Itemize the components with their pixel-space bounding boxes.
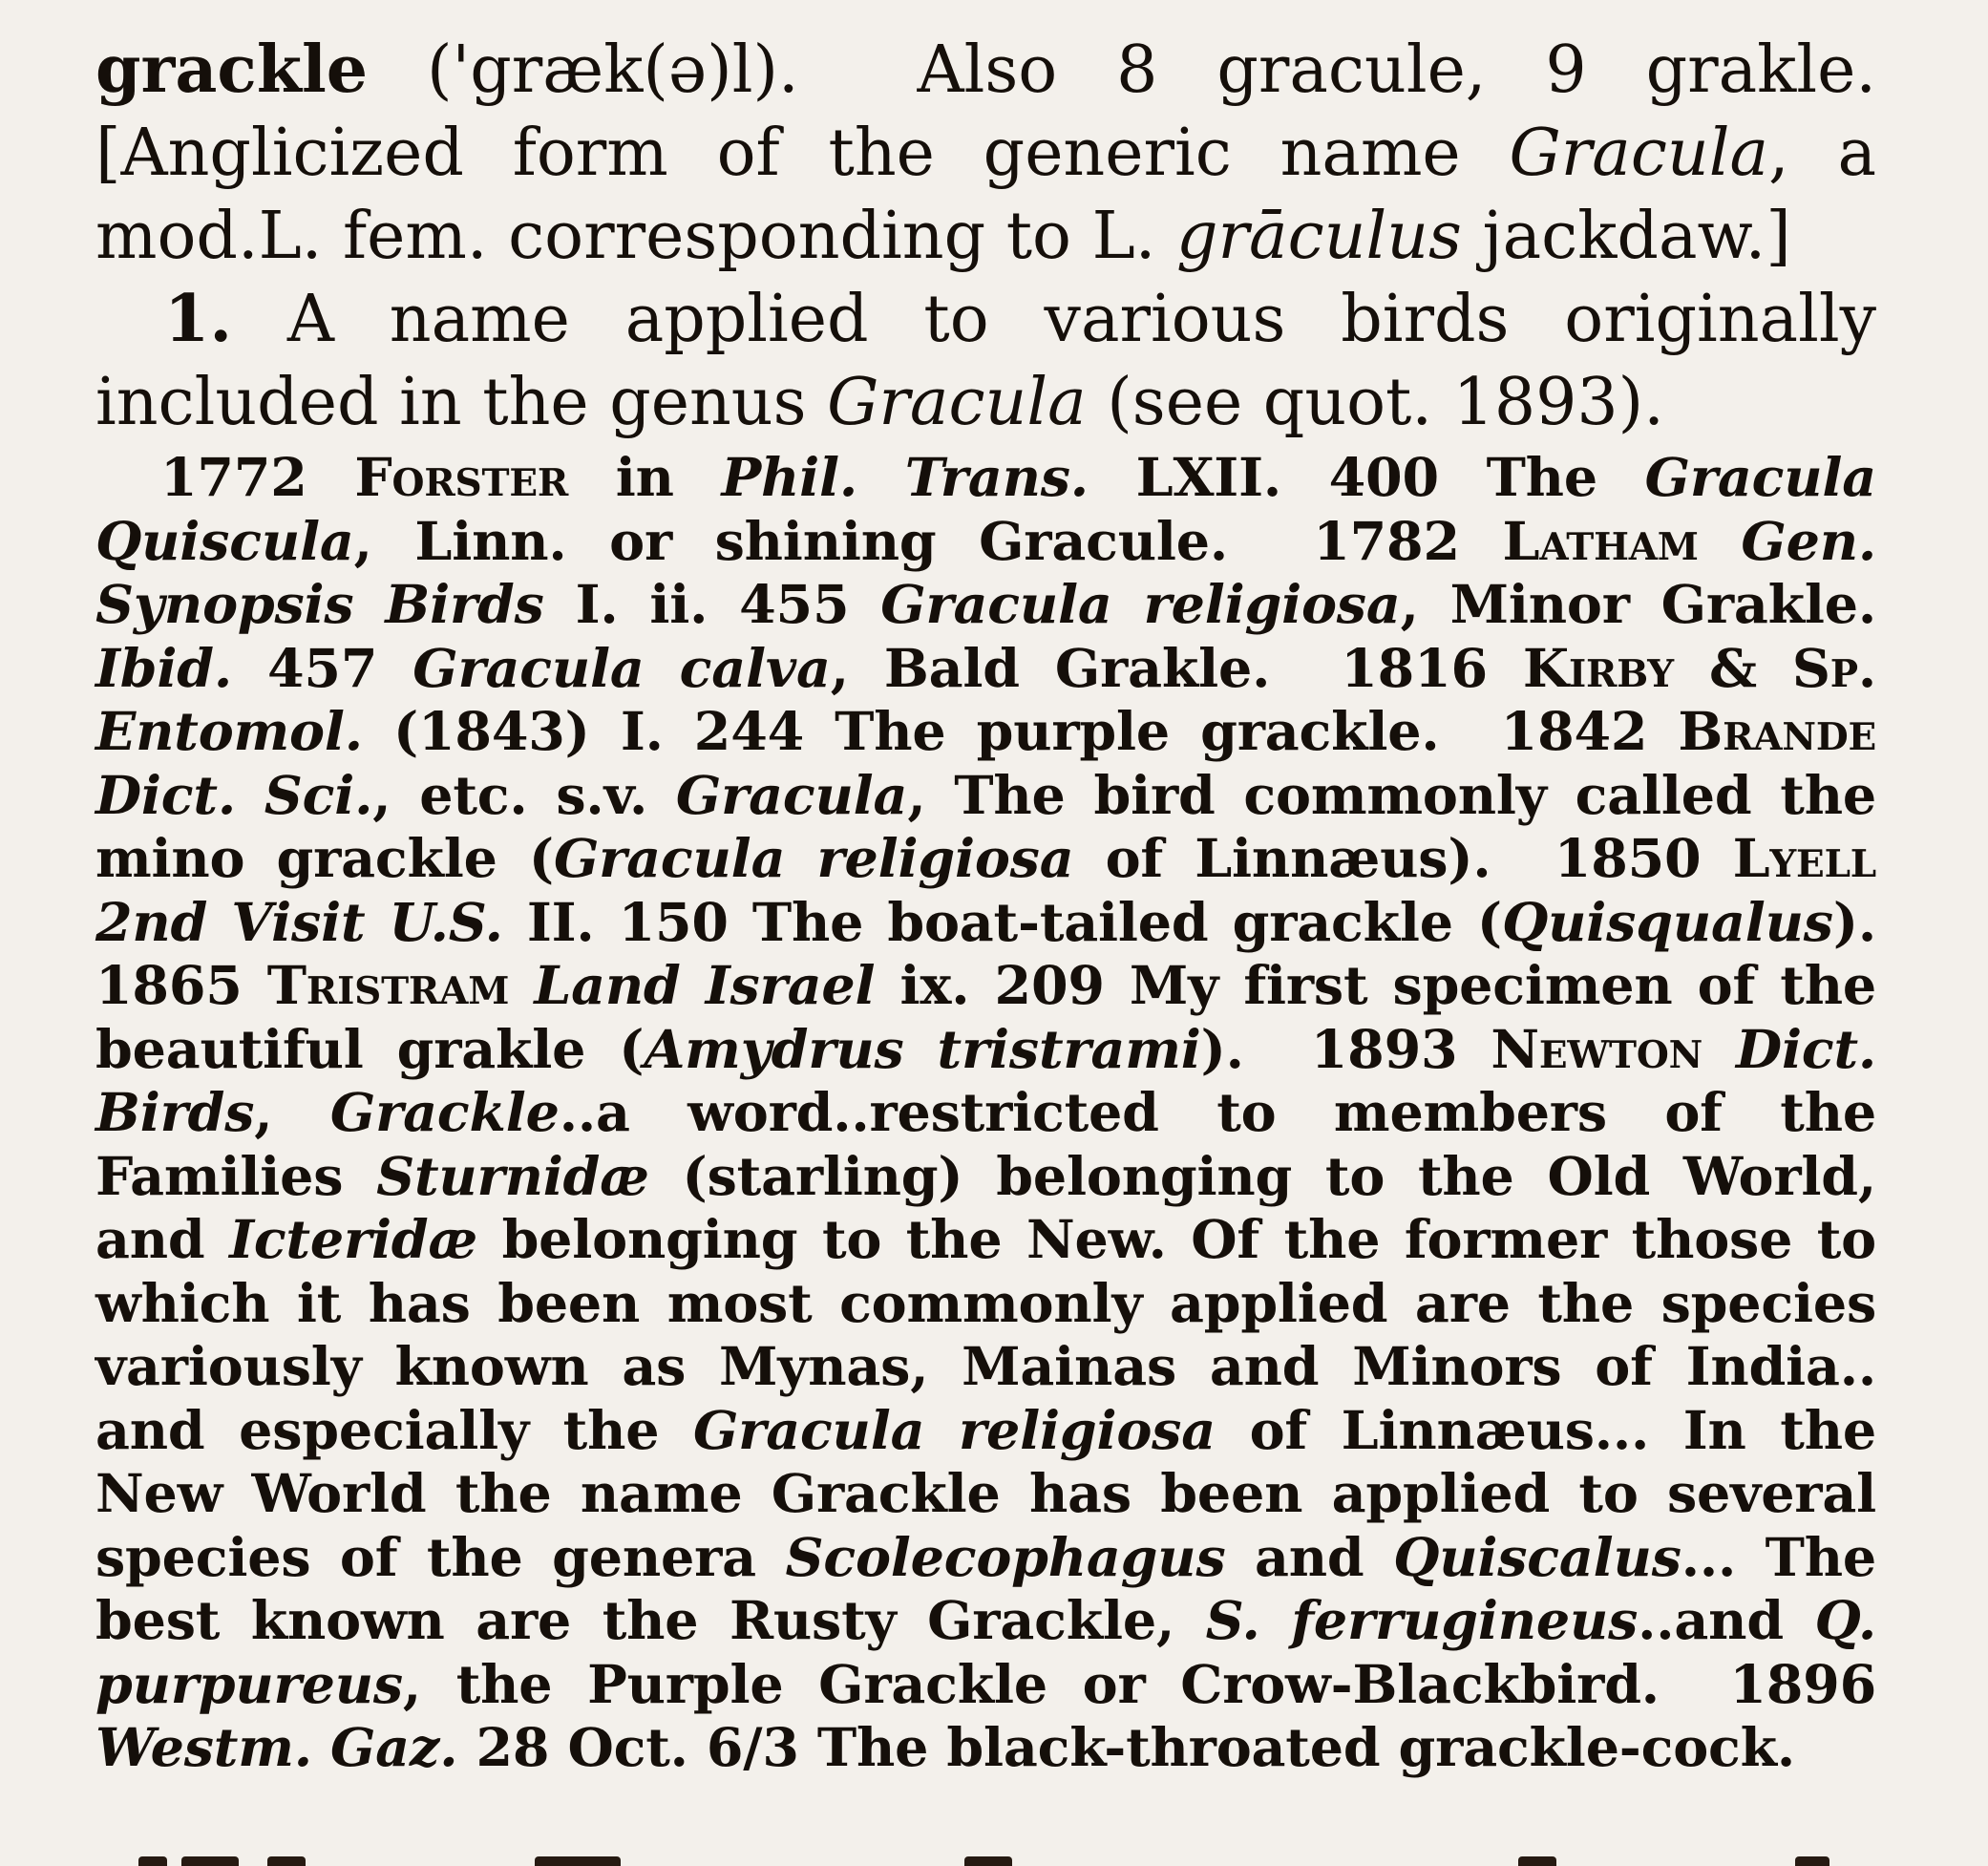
spelling-variants: Also 8 gracule, 9 grakle.	[917, 32, 1876, 108]
quote-text: in	[568, 447, 722, 509]
quote-ref: 457	[231, 637, 378, 700]
quote-ref: (1843) I. 244	[362, 701, 805, 763]
quote-ref: II. 150	[502, 891, 729, 954]
quote-year: 1772	[160, 447, 307, 509]
quote-italic: Quiscalus	[1393, 1526, 1681, 1589]
quote-ref: LXII. 400	[1088, 447, 1439, 509]
quote-author: Brande	[1678, 701, 1876, 763]
etymology-mid: , a mod.L. fem. corresponding to L.	[95, 116, 1876, 274]
quote-text: ..a word..restricted to members of the Families	[95, 1082, 1876, 1208]
entry-heading	[95, 29, 1876, 278]
quote-year: 1782	[1313, 510, 1460, 573]
quote-text: (starling) belonging to the Old World, and	[95, 1145, 1876, 1271]
quote-italic: Sturnidæ	[376, 1145, 649, 1208]
quote-year: 1893	[1310, 1018, 1458, 1081]
ink-fragment	[181, 1856, 239, 1866]
quote-italic: Gracula religiosa	[880, 574, 1401, 636]
quote-text: , The bird commonly called the mino grackle (	[95, 764, 1876, 890]
quote-text: and	[1225, 1526, 1394, 1589]
quote-italic: Amydrus tristrami	[644, 1018, 1201, 1081]
quote-year: 1850	[1554, 828, 1702, 890]
quote-ref: , etc. s.v.	[372, 764, 676, 827]
quotation-1893	[95, 1019, 1876, 1716]
quote-title: Westm. Gaz.	[95, 1717, 458, 1779]
quote-italic: Scolecophagus	[785, 1526, 1226, 1589]
quote-year: 1842	[1500, 701, 1648, 763]
quote-title: Gen. Synopsis Birds	[95, 510, 1876, 636]
dictionary-entry	[95, 29, 1876, 1781]
quote-text: The purple grackle.	[804, 701, 1440, 763]
quote-author: Kirby & Sp.	[1522, 637, 1876, 700]
quote-author: Newton	[1491, 1018, 1703, 1081]
quote-year: 1816	[1341, 637, 1488, 700]
quote-italic: Quisqualus	[1502, 891, 1833, 954]
ink-fragment	[267, 1856, 306, 1866]
etymology-genus: Gracula	[1509, 116, 1769, 191]
quote-author: Forster	[354, 447, 569, 509]
quote-italic: Gracula Quiscula	[95, 447, 1877, 573]
headword: grackle	[95, 32, 369, 108]
quote-title: Entomol.	[95, 701, 363, 763]
quote-italic: Icteridæ	[229, 1209, 478, 1271]
quote-title: Ibid.	[95, 637, 232, 700]
quote-year: 1865	[95, 955, 243, 1017]
etymology-latin: grāculus	[1176, 199, 1462, 274]
quote-text: ..and	[1638, 1590, 1815, 1652]
quote-italic: Q. purpureus	[95, 1590, 1876, 1716]
quote-text: , the Purple Grackle or Crow-Blackbird.	[402, 1653, 1660, 1716]
quote-ref: ix. 209	[875, 955, 1105, 1017]
quote-text: belonging to the New. Of the former those to which it has been most commonly applied are the species variously known as Mynas, Mainas and Minors of India.. and especially the	[95, 1209, 1876, 1462]
sense-text-b: (see quot. 1893).	[1086, 365, 1664, 440]
quote-text: of Linnæus... In the New World the name Grackle has been applied to several species of the genera	[95, 1399, 1876, 1589]
quote-italic: Gracula religiosa	[692, 1399, 1216, 1462]
quote-ref: ,	[254, 1082, 330, 1144]
sense-number: 1.	[164, 281, 232, 357]
quote-text: My first specimen of the beautiful grakle (	[95, 955, 1876, 1081]
quote-text: , Linn. or shining Gracule.	[353, 510, 1228, 573]
quote-text: ).	[1832, 891, 1877, 954]
ink-fragment	[1795, 1856, 1829, 1866]
quotation-block	[95, 447, 1876, 1781]
quote-text: , Minor Grakle.	[1400, 574, 1877, 636]
cropped-next-line	[0, 1843, 1988, 1866]
etymology-open: [Anglicized form of the generic name	[95, 116, 1510, 191]
quote-text: The	[1438, 447, 1645, 509]
ink-fragment	[535, 1856, 621, 1866]
quote-title: 2nd Visit U.S.	[95, 891, 503, 954]
quote-text: ... The best known are the Rusty Grackle,	[95, 1526, 1877, 1652]
ink-fragment	[964, 1856, 1012, 1866]
quote-title: Dict. Sci.	[95, 764, 373, 827]
quote-text: , Bald Grakle.	[830, 637, 1271, 700]
quote-ref: 28 Oct. 6/3	[457, 1717, 799, 1779]
quote-year: 1896	[1729, 1653, 1876, 1716]
quote-italic: Gracula calva	[412, 637, 831, 700]
quote-italic: Gracula religiosa	[553, 828, 1074, 890]
quote-italic: S. ferrugineus	[1205, 1590, 1639, 1652]
quotation-ibid	[95, 638, 1270, 700]
quote-author: Lyell	[1732, 828, 1877, 890]
quote-italic: Grackle	[329, 1082, 560, 1144]
quote-author: Tristram	[266, 955, 510, 1017]
quote-italic: Gracula	[675, 764, 908, 827]
etymology-close: jackdaw.]	[1461, 199, 1791, 274]
sense-text-a: A name applied to various birds originally included in the genus	[95, 282, 1876, 440]
quote-text: The boat-tailed grackle (	[728, 891, 1502, 954]
sense-genus: Gracula	[827, 365, 1087, 440]
quote-author: Latham	[1502, 510, 1699, 573]
ink-fragment	[138, 1856, 167, 1866]
pronunciation: ('græk(ə)l).	[427, 32, 799, 108]
quote-text: of Linnæus).	[1073, 828, 1491, 890]
quote-text: ).	[1200, 1018, 1244, 1081]
quote-ref: I. ii. 455	[543, 574, 850, 636]
quote-title: Land Israel	[534, 955, 876, 1017]
quote-text: The black-throated grackle-cock.	[798, 1717, 1796, 1779]
quote-title: Dict. Birds	[95, 1018, 1877, 1144]
ink-fragment	[1518, 1856, 1556, 1866]
sense-1-definition	[95, 278, 1876, 444]
quote-title: Phil. Trans.	[721, 447, 1089, 509]
